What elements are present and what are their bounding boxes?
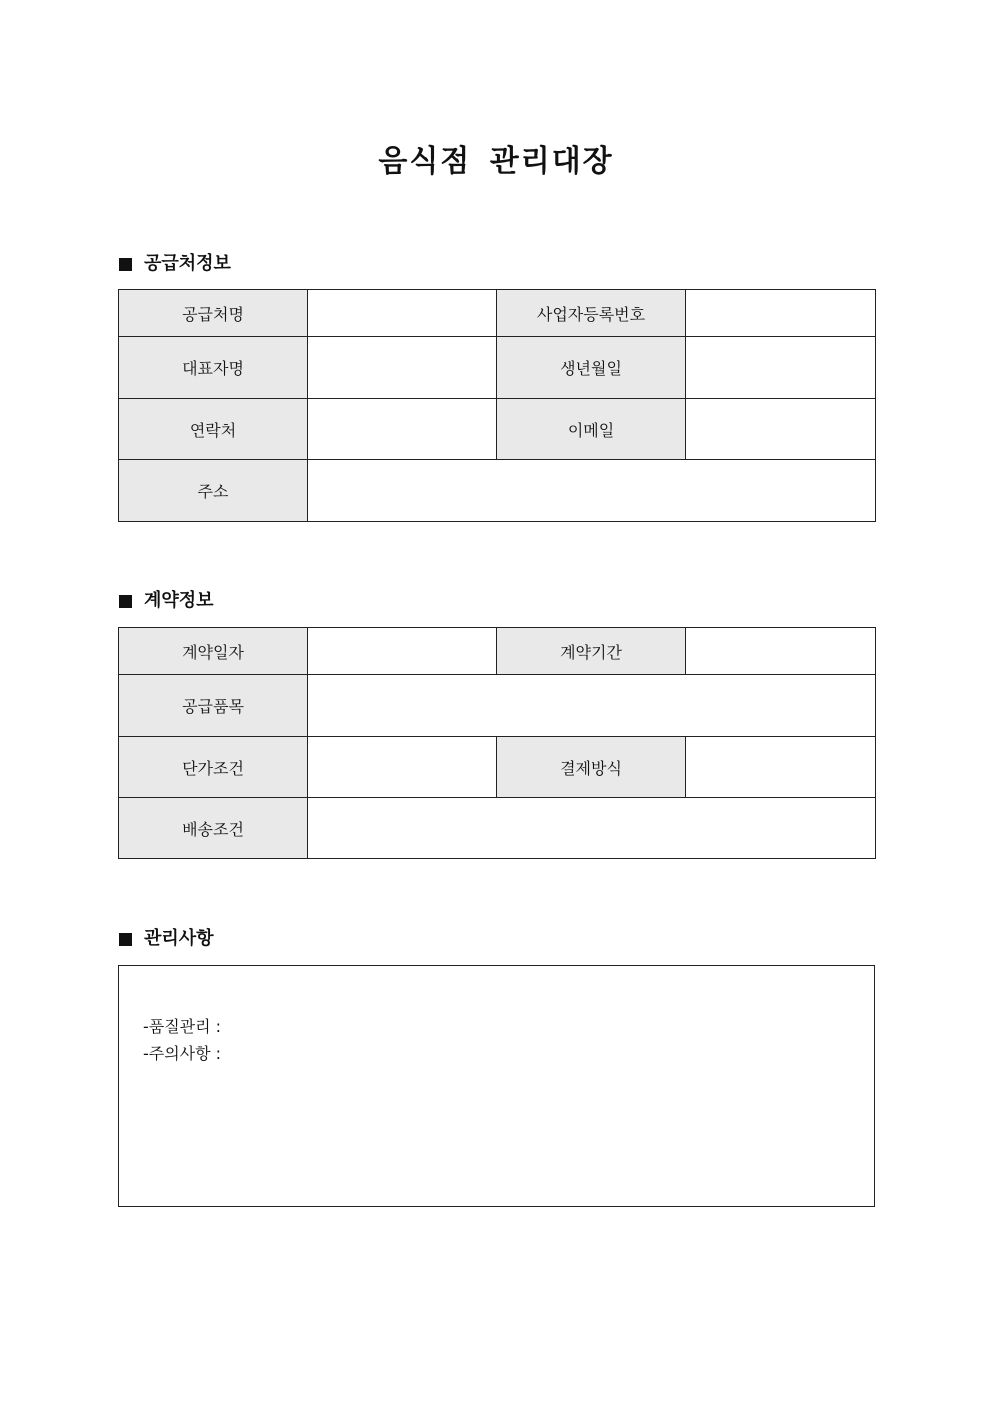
supplier-name-label: 공급처명 [119, 290, 308, 337]
ceo-name-field[interactable] [308, 337, 497, 399]
table-row [119, 675, 876, 737]
supplier-name-field[interactable] [308, 290, 497, 337]
contact-field[interactable] [308, 399, 497, 460]
table-row [119, 399, 876, 460]
contract-date-label: 계약일자 [119, 628, 308, 675]
document-title: 음식점 관리대장 [378, 144, 614, 179]
square-bullet-icon [119, 595, 132, 608]
birth-date-field[interactable] [686, 337, 876, 399]
contact-label: 연락처 [119, 399, 308, 460]
contract-section-heading [119, 589, 214, 613]
supply-items-field[interactable] [308, 675, 876, 737]
supplier-section-title: 공급처정보 [144, 253, 231, 274]
business-number-field[interactable] [686, 290, 876, 337]
management-notes-box[interactable] [118, 965, 875, 1207]
contract-section-title: 계약정보 [144, 590, 214, 611]
table-row [119, 798, 876, 859]
ceo-name-label: 대표자명 [119, 337, 308, 399]
table-row [119, 737, 876, 798]
contract-period-field[interactable] [686, 628, 876, 675]
contract-info-table [118, 627, 876, 859]
square-bullet-icon [119, 258, 132, 271]
supplier-section-heading [119, 252, 231, 276]
delivery-terms-field[interactable] [308, 798, 876, 859]
table-row [119, 290, 876, 337]
birth-date-label: 생년월일 [497, 337, 686, 399]
contract-date-field[interactable] [308, 628, 497, 675]
email-label: 이메일 [497, 399, 686, 460]
price-terms-field[interactable] [308, 737, 497, 798]
supply-items-label: 공급품목 [119, 675, 308, 737]
contract-period-label: 계약기간 [497, 628, 686, 675]
payment-method-label: 결제방식 [497, 737, 686, 798]
square-bullet-icon [119, 933, 132, 946]
management-section-heading [119, 927, 214, 951]
payment-method-field[interactable] [686, 737, 876, 798]
management-section-title: 관리사항 [144, 928, 214, 949]
price-terms-label: 단가조건 [119, 737, 308, 798]
email-field[interactable] [686, 399, 876, 460]
table-row [119, 337, 876, 399]
precautions-line: -주의사항 : [143, 1044, 222, 1063]
delivery-terms-label: 배송조건 [119, 798, 308, 859]
supplier-info-table [118, 289, 876, 522]
address-field[interactable] [308, 460, 876, 522]
quality-management-line: -품질관리 : [143, 1017, 222, 1036]
business-number-label: 사업자등록번호 [497, 290, 686, 337]
address-label: 주소 [119, 460, 308, 522]
table-row [119, 628, 876, 675]
table-row [119, 460, 876, 522]
